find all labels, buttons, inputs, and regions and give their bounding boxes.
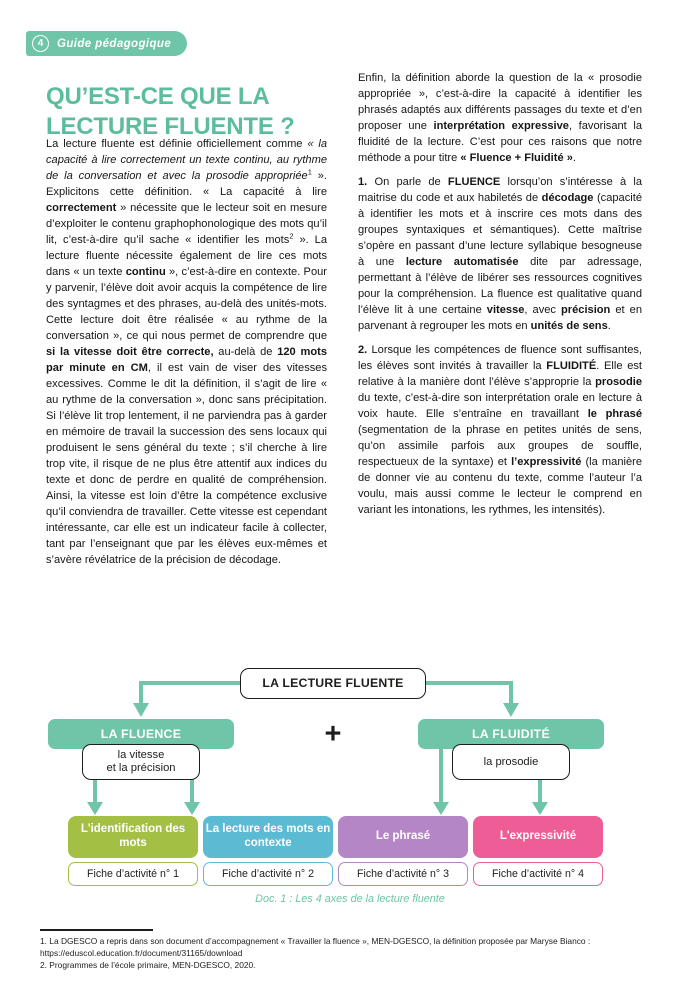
diagram-fiche-1: Fiche d’activité n° 2 — [203, 862, 333, 886]
footnote-2: 2. Programmes de l’école primaire, MEN-DGESCO, 2020. — [40, 960, 256, 971]
diagram-fiche-2: Fiche d’activité n° 3 — [338, 862, 468, 886]
arrow-to-fluence — [133, 703, 149, 717]
diagram-leaf-1: La lecture des mots en contexte — [203, 816, 333, 858]
arrow-to-leaf-3 — [532, 802, 548, 815]
diagram-leaf-0: L'identification des mots — [68, 816, 198, 858]
footnote-separator-rule — [40, 929, 153, 931]
page-header-badge — [26, 31, 187, 56]
right-paragraph-2: 1. On parle de FLUENCE lorsqu’on s’intéresse à la maitrise du code et aux habiletés de décodage (capacité à identifier les mots et à inscrire ces mots dans des groupes syntaxiques et sémantiques). Cette maîtrise s’opère en passant d’une lecture syllabique besogneuse à une lecture automatisée dite par adressage, permettant à l’élève de libérer ses ressources cognitives pour la compréhension. La fluence est qualitative quand l’élève lit à une certaine vitesse, avec précision et en parvenant à regrouper les mots en unités de sens. — [358, 176, 643, 333]
diagram-node-fluidite: LA FLUIDITÉ — [418, 719, 604, 749]
diagram-subnode-fluidite — [452, 744, 570, 780]
connector-root-to-fluence — [141, 683, 240, 705]
footnote-1: 1. La DGESCO a repris dans son document d’accompagnement « Travailler la fluence », MEN-DGESCO, la définition proposée par Maryse Bianco : https://eduscol.education.fr/document/31165/download — [40, 935, 591, 958]
arrow-to-leaf-0 — [87, 802, 103, 815]
diagram-fiche-0: Fiche d’activité n° 1 — [68, 862, 198, 886]
page-number-circle: 4 — [32, 35, 49, 52]
guide-label: Guide pédagogique — [57, 37, 172, 50]
diagram-caption: Doc. 1 : Les 4 axes de la lecture fluente — [255, 893, 445, 905]
diagram-node-fluence: LA FLUENCE — [48, 719, 234, 749]
diagram-leaf-2: Le phrasé — [338, 816, 468, 858]
subnode-fluidite-line1: la prosodie — [483, 755, 539, 768]
arrow-to-leaf-1 — [184, 802, 200, 815]
footnotes-block — [40, 929, 640, 973]
left-paragraph-1: La lecture fluente est définie officiellement comme « la capacité à lire correctement un texte continu, au rythme de la conversation et avec la prosodie appropriée$^1$ ». Explicitons cette définition. « La capacité à lire correctement » nécessite que le lecteur soit en mesure d’exploiter le contenu graphophonologique des mots qu’il lit, c’est-à-dire qu’il sache « identifier les mots$^2$ ». La lecture fluente nécessite également de lire ces mots dans « un texte continu », c’est-à-dire en contexte. Pour y parvenir, l’élève doit avoir acquis la compétence de lire des syntagmes et des phrases, au-delà des unités-mots. Cette lecture doit être réalisée « au rythme de la conversation », ce qui nous permet de comprendre que si la vitesse doit être correcte, au-delà de 120 mots par minute en CM, il est vain de viser des vitesses excessives. Comme le dit la définition, il s’agit de lire « au rythme de la conversation », donc sans précipitation. Si l’élève lit trop lentement, il ne parviendra pas à garder en mémoire de travail la succession des sens locaux qui produisent le sens général du texte ; s’il cherche à lire trop vite, il risque de ne plus être attentif aux indices du texte et donc de perdre en qualité de compréhension. Ainsi, la vitesse est loin d’être la compétence exclusive qu’il conviendra de travailler. Cette vitesse est cependant intéressante, car elle est un indicateur facile à collecter, tant par l’enseignant que par les élèves eux-mêmes et s’avère révélatrice de la précision de décodage. — [46, 138, 328, 567]
plus-operator-icon: + — [324, 717, 342, 750]
subnode-fluence-line2: et la précision — [106, 762, 176, 774]
diagram-node-root: LA LECTURE FLUENTE — [240, 668, 426, 699]
diagram-subnode-fluence — [82, 744, 200, 780]
arrow-to-fluidite — [503, 703, 519, 717]
right-paragraph-3: 2. Lorsque les compétences de fluence sont suffisantes, les élèves sont invités à travailler la FLUIDITÉ. Elle est relative à la manière dont l’élève s’approprie la prosodie du texte, c’est-à-dire son interprétation orale en lecture à voix haute. Elle s’entraîne en travaillant le phrasé (segmentation de la phrase en petites unités de sens, qu’on assimile parfois aux groupes de souffle, respectueux de la syntaxe) et l’expressivité (la manière de donner vie au contenu du texte, comme l’auteur l’a voulu, mais aussi comme le lecteur le comprend en variant les intonations, les rythmes, les intensités). — [358, 344, 642, 517]
arrow-to-leaf-2 — [433, 802, 449, 815]
page-title: QU’EST-CE QUE LA LECTURE FLUENTE ? — [46, 83, 295, 140]
connector-root-to-fluidite — [426, 683, 511, 705]
diagram-leaf-3: L'expressivité — [473, 816, 603, 858]
subnode-fluence-line1: la vitesse — [117, 749, 165, 762]
diagram-fiche-3: Fiche d’activité n° 4 — [473, 862, 603, 886]
left-text-column — [46, 136, 327, 568]
right-text-column — [358, 70, 642, 518]
right-paragraph-1: Enfin, la définition aborde la question de la « prosodie appropriée », c’est-à-dire la capacité à identifier les phrasés adaptés aux différents passages du texte et d’en proposer une interprétation expressive, favorisant la fluidité de la lecture. C’est pour ces raisons que notre méthode a pour titre « Fluence + Fluidité ». — [358, 72, 642, 165]
fluence-fluidite-diagram — [0, 655, 700, 905]
